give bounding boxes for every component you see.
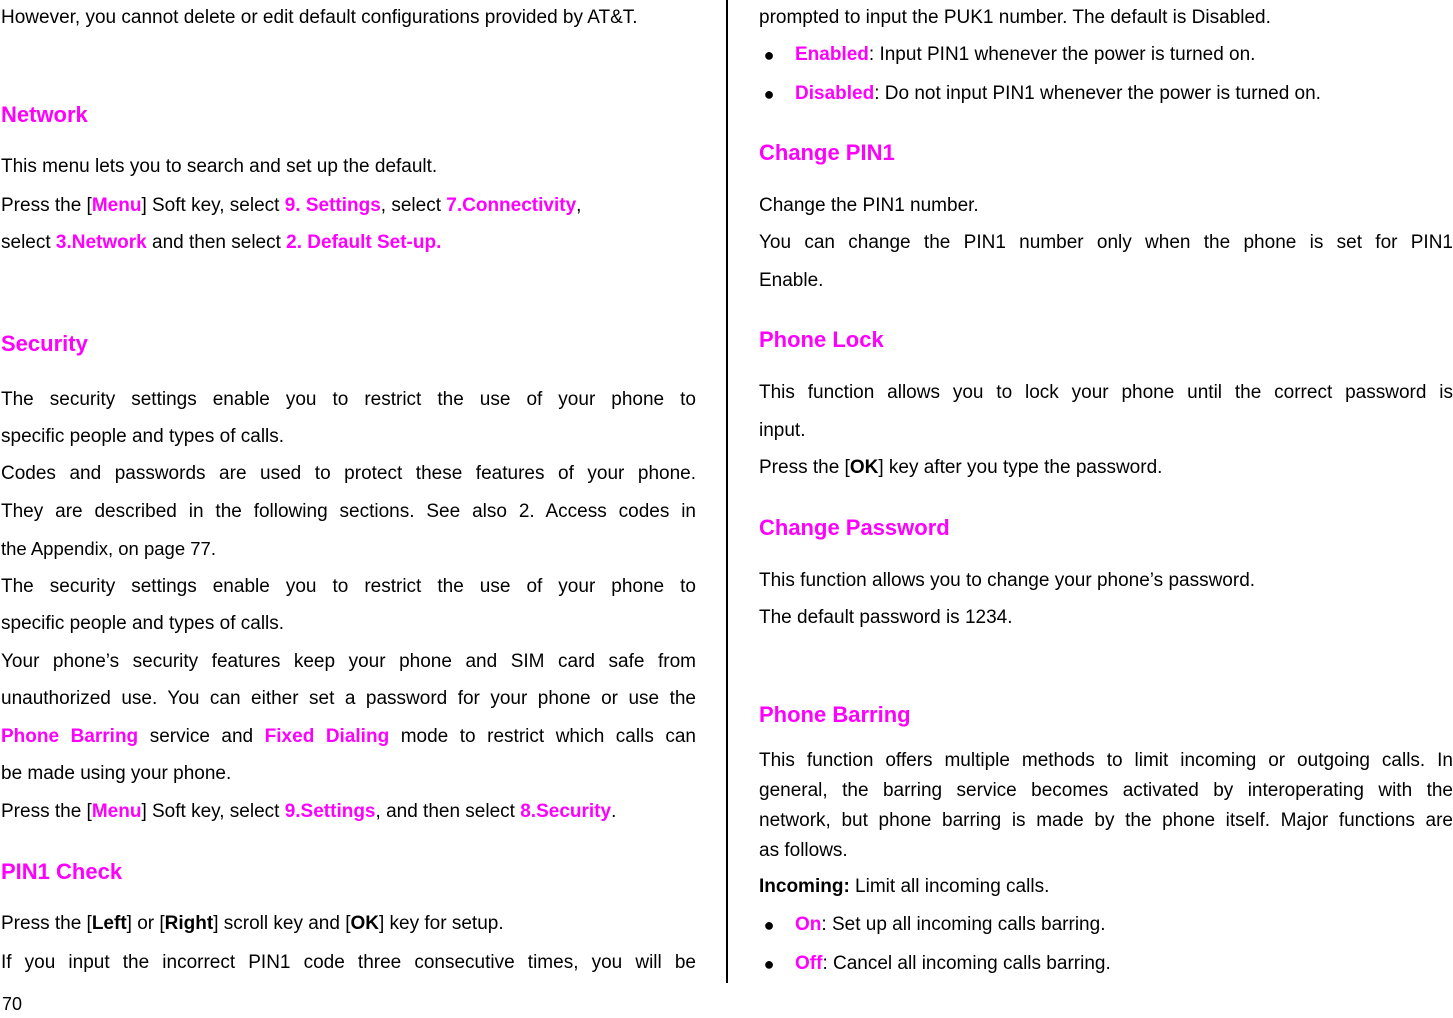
security-press-line: Press the [Menu] Soft key, select 9.Settings, and then select 8.Security. bbox=[1, 801, 617, 822]
phone-barring-line-2: general, the barring service becomes activated by interoperating with the bbox=[759, 780, 1453, 801]
puk1-cont-text: prompted to input the PUK1 number. The default is Disabled. bbox=[759, 7, 1271, 28]
change-password-heading: Change Password bbox=[759, 515, 950, 540]
change-pin1-heading: Change PIN1 bbox=[759, 140, 895, 165]
security-p2-line-1: Codes and passwords are used to protect these features of your phone. bbox=[1, 463, 696, 484]
phone-barring-line-4: as follows. bbox=[759, 840, 848, 861]
pin1-line-2: If you input the incorrect PIN1 code three consecutive times, you will be bbox=[1, 952, 696, 973]
phone-lock-line-1: This function allows you to lock your phone until the correct password is bbox=[759, 382, 1453, 403]
bullet-icon: ● bbox=[763, 954, 775, 974]
bullet-icon: ● bbox=[763, 84, 775, 104]
change-pin1-line-3: Enable. bbox=[759, 270, 824, 291]
security-p4-line-2: unauthorized use. You can either set a password for your phone or use the bbox=[1, 688, 696, 709]
phone-barring-heading: Phone Barring bbox=[759, 702, 911, 727]
network-desc: This menu lets you to search and set up the default. bbox=[1, 156, 438, 177]
phone-lock-line-3: Press the [OK] key after you type the password. bbox=[759, 457, 1163, 478]
change-pin1-line-2: You can change the PIN1 number only when the phone is set for PIN1 bbox=[759, 232, 1453, 253]
security-p2-line-2: They are described in the following sections. See also 2. Access codes in bbox=[1, 501, 696, 522]
change-password-line-2: The default password is 1234. bbox=[759, 607, 1013, 628]
phone-barring-line-1: This function offers multiple methods to limit incoming or outgoing calls. In bbox=[759, 750, 1453, 771]
intro-text: However, you cannot delete or edit default configurations provided by AT&T. bbox=[1, 7, 638, 28]
security-p2-line-3: the Appendix, on page 77. bbox=[1, 538, 216, 559]
column-divider bbox=[726, 0, 728, 983]
network-heading: Network bbox=[1, 102, 88, 127]
change-pin1-line-1: Change the PIN1 number. bbox=[759, 195, 979, 216]
security-p4-line-1: Your phone’s security features keep your phone and SIM card safe from bbox=[1, 651, 696, 672]
pin1-check-heading: PIN1 Check bbox=[1, 859, 123, 884]
pin1-line-1: Press the [Left] or [Right] scroll key and [OK] key for setup. bbox=[1, 913, 504, 934]
bullet-icon: ● bbox=[763, 45, 775, 65]
phone-lock-line-2: input. bbox=[759, 420, 806, 441]
network-path-line-2: select 3.Network and then select 2. Default Set-up. bbox=[1, 232, 442, 253]
security-p1-line-2: specific people and types of calls. bbox=[1, 426, 285, 447]
page-number: 70 bbox=[2, 994, 23, 1014]
security-p4-line-4: be made using your phone. bbox=[1, 763, 232, 784]
change-password-line-1: This function allows you to change your phone’s password. bbox=[759, 570, 1256, 591]
network-path-line-1: Press the [Menu] Soft key, select 9. Settings, select 7.Connectivity, bbox=[1, 195, 582, 216]
security-p3-line-2: specific people and types of calls. bbox=[1, 613, 285, 634]
phone-barring-line-3: network, but phone barring is made by the phone itself. Major functions are bbox=[759, 810, 1453, 831]
phone-lock-heading: Phone Lock bbox=[759, 327, 884, 352]
incoming-line: Incoming: Limit all incoming calls. bbox=[759, 876, 1050, 897]
security-heading: Security bbox=[1, 331, 88, 356]
security-p3-line-1: The security settings enable you to restrict the use of your phone to bbox=[1, 576, 696, 597]
security-p1-line-1: The security settings enable you to restrict the use of your phone to bbox=[1, 389, 696, 410]
bullet-icon: ● bbox=[763, 915, 775, 935]
security-p4-line-3: Phone Barring service and Fixed Dialing mode to restrict which calls can bbox=[1, 726, 696, 747]
